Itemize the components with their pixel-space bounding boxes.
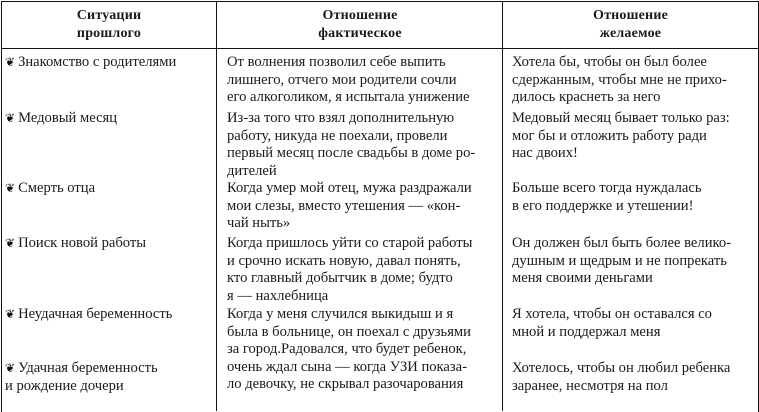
text-line: лишнего, отчего мои родители сочли [227, 71, 457, 88]
text-line: его алкоголиком, я испытала унижение [227, 89, 470, 105]
floral-ornament-icon: ❦ [5, 307, 16, 321]
header-desired [504, 7, 757, 43]
desired-cell [512, 360, 752, 395]
situation-cell [5, 54, 210, 72]
desired-cell [512, 180, 752, 215]
header-line: Отношение [592, 8, 668, 23]
header-line: прошлого [76, 26, 142, 41]
text-line: нас двоих! [512, 145, 578, 161]
actual-cell [227, 306, 497, 394]
header-line: Отношение [322, 8, 398, 23]
text-line: Медовый месяц бывает только раз: [512, 110, 730, 126]
text-line: кто главный добытчик в доме; будто [227, 270, 453, 286]
situation-text: Медовый месяц [18, 110, 118, 126]
column-divider [502, 1, 503, 411]
text-line: мной и поддержал меня [512, 323, 661, 340]
actual-cell [227, 235, 497, 305]
floral-ornament-icon: ❦ [5, 181, 16, 195]
text-line: чай ныть» [227, 215, 291, 231]
text-line: заранее, несмотря на пол [512, 377, 668, 394]
situation-text: Неудачная беременность [18, 306, 173, 322]
situation-text: и рождение дочери [5, 377, 124, 394]
header-actual [218, 7, 502, 43]
floral-ornament-icon: ❦ [5, 361, 16, 375]
text-line: мои слезы, вместо утешения — «кон- [227, 197, 461, 214]
text-line: ло девочку, не скрывал разочарования [227, 376, 464, 392]
text-line: Я хотела, чтобы он оставался со [512, 306, 712, 322]
text-line: Когда пришлось уйти со старой работы [227, 235, 473, 251]
desired-cell [512, 110, 752, 163]
actual-cell [227, 110, 497, 180]
text-line: дителей [227, 162, 277, 179]
situation-text: Знакомство с родителями [18, 54, 177, 70]
text-line: душным и щедрым и не попрекать [512, 252, 727, 269]
desired-cell [512, 235, 752, 288]
desired-cell [512, 54, 752, 107]
text-line: работу, никуда не поехали, провели [227, 127, 448, 144]
text-line: Хотела бы, чтобы он был более [512, 54, 707, 70]
header-situations [2, 7, 216, 43]
text-line: меня своими деньгами [512, 270, 653, 286]
text-line: и срочно искать новую, давал понять, [227, 252, 461, 269]
text-line: в его поддержке и утешении! [512, 197, 694, 214]
column-divider [216, 1, 217, 411]
situation-cell [5, 235, 210, 253]
floral-ornament-icon: ❦ [5, 236, 16, 250]
text-line: Хотелось, чтобы он любил ребенка [512, 360, 731, 376]
text-line: очень ждал сына — когда УЗИ показа- [227, 358, 468, 375]
text-line: Когда умер мой отец, мужа раздражали [227, 180, 472, 196]
situation-text: Удачная беременность [18, 360, 158, 376]
situation-text: Поиск новой работы [18, 235, 147, 251]
situation-cell [5, 306, 210, 324]
text-line: сдержанным, чтобы мне не прихо- [512, 71, 727, 88]
desired-cell [512, 306, 752, 341]
floral-ornament-icon: ❦ [5, 111, 16, 125]
situation-cell [5, 360, 210, 395]
actual-cell [227, 180, 497, 233]
header-line: желаемое [599, 26, 662, 41]
text-line: мог бы и отложить работу ради [512, 127, 707, 144]
header-line: фактическое [318, 26, 402, 41]
text-line: была в больнице, он поехал с друзьями [227, 323, 471, 340]
text-line: за город.Радовался, что будет ребенок, [227, 341, 467, 357]
situation-text: Смерть отца [18, 180, 96, 196]
text-line: От волнения позволил себе выпить [227, 54, 446, 70]
text-line: Больше всего тогда нуждалась [512, 180, 702, 196]
situation-cell [5, 180, 210, 198]
text-line: Когда у меня случился выкидыш и я [227, 306, 454, 322]
text-line: Он должен был быть более велико- [512, 235, 732, 251]
text-line: первый месяц после свадьбы в доме ро- [227, 145, 476, 161]
header-divider [1, 48, 758, 49]
actual-cell [227, 54, 497, 107]
header-line: Ситуации [76, 8, 142, 23]
floral-ornament-icon: ❦ [5, 55, 16, 69]
text-line: я — нахлебница [227, 287, 329, 304]
situation-cell [5, 110, 210, 128]
text-line: Из-за того что взял дополнительную [227, 110, 455, 126]
text-line: дилось краснеть за него [512, 89, 661, 105]
